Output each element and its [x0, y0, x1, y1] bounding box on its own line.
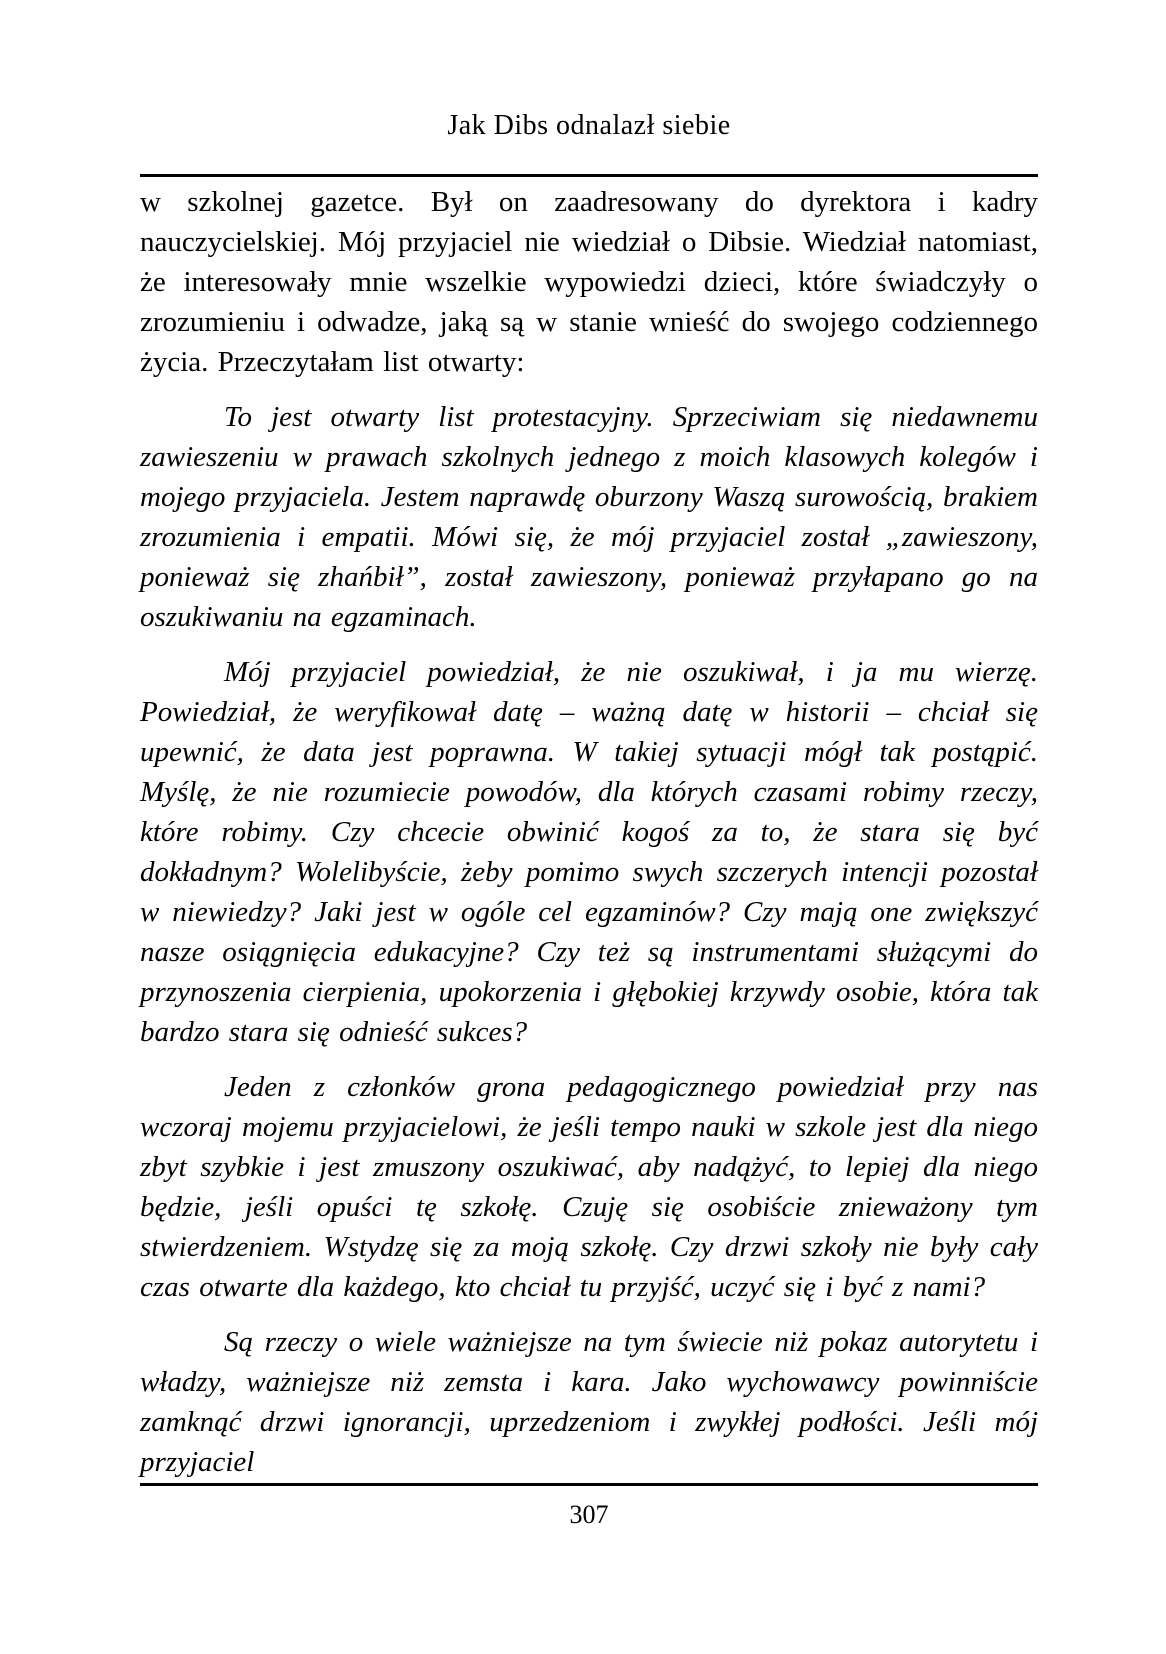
letter-paragraph-4: Są rzeczy o wiele ważniejsze na tym świecie niż pokaz autorytetu i władzy, ważniejsze niż zemsta i kara. Jako wychowawcy powinniście zamknąć drzwi ignorancji, uprzedzeniom i zwykłej podłości. Jeśli mój przyjaciel: [140, 1326, 1038, 1478]
page-number: 307: [569, 1500, 609, 1529]
letter-paragraph-3: Jeden z członków grona pedagogicznego powiedział przy nas wczoraj mojemu przyjacielowi, że jeśli tempo nauki w szkole jest dla niego zbyt szybkie i jest zmuszony oszukiwać, aby nadążyć, to lepiej dla niego będzie, jeśli opuści tę szkołę. Czuję się osobiście znieważony tym stwierdzeniem. Wstydzę się za moją szkołę. Czy drzwi szkoły nie były cały czas otwarte dla każdego, kto chciał tu przyjść, uczyć się i być z nami?: [140, 1071, 1038, 1303]
intro-paragraph: w szkolnej gazetce. Był on zaadresowany do dyrektora i kadry nauczycielskiej. Mój przyjaciel nie wiedział o Dibsie. Wiedział natomiast, że interesowały mnie wszelkie wypowiedzi dzieci, które świadczyły o zrozumieniu i odwadze, jaką są w stanie wnieść do swojego codziennego życia. Przeczytałam list otwarty:: [140, 186, 1038, 378]
letter-paragraph-2: Mój przyjaciel powiedział, że nie oszukiwał, i ja mu wierzę. Powiedział, że weryfikował datę – ważną datę w historii – chciał się upewnić, że data jest poprawna. W takiej sytuacji mógł tak postąpić. Myślę, że nie rozumiecie powodów, dla których czasami robimy rzeczy, które robimy. Czy chcecie obwinić kogoś za to, że stara się być dokładnym? Wolelibyście, żeby pomimo swych szczerych intencji pozostał w niewiedzy? Jaki jest w ogóle cel egzaminów? Czy mają one zwiększyć nasze osiągnięcia edukacyjne? Czy też są instrumentami służącymi do przynoszenia cierpienia, upokorzenia i głębokiej krzywdy osobie, która tak bardzo stara się odnieść sukces?: [140, 656, 1038, 1048]
page-body: [140, 182, 1038, 1482]
running-header-title: Jak Dibs odnalazł siebie: [447, 110, 731, 141]
footer-rule: [140, 1483, 1038, 1486]
header-rule: [140, 174, 1038, 177]
letter-paragraph-1: To jest otwarty list protestacyjny. Sprzeciwiam się niedawnemu zawieszeniu w prawach szkolnych jednego z moich klasowych kolegów i mojego przyjaciela. Jestem naprawdę oburzony Waszą surowością, brakiem zrozumienia i empatii. Mówi się, że mój przyjaciel został „zawieszony, ponieważ się zhańbił”, został zawieszony, ponieważ przyłapano go na oszukiwaniu na egzaminach.: [140, 401, 1038, 633]
